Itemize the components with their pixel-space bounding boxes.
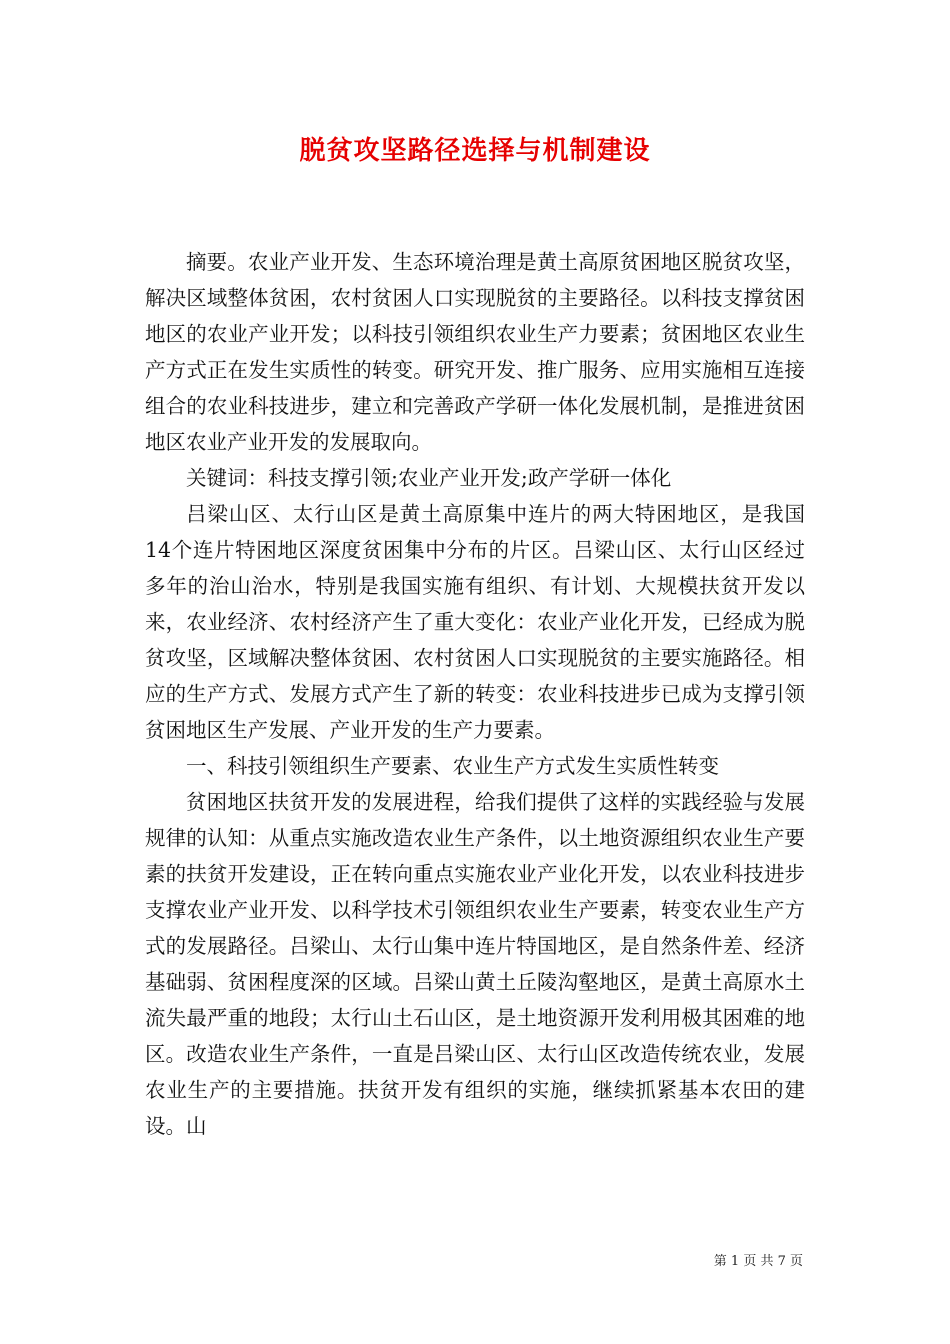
intro-paragraph: 吕梁山区、太行山区是黄土高原集中连片的两大特困地区，是我国14个连片特困地区深度贫困集中分布的片区。吕梁山区、太行山区经过多年的治山治水，特别是我国实施有组织、有计划、大规模扶贫开发以来，农业经济、农村经济产生了重大变化：农业产业化开发，已经成为脱贫攻坚，区域解决整体贫困、农村贫困人口实现脱贫的主要实施路径。相应的生产方式、发展方式产生了新的转变：农业科技进步已成为支撑引领贫困地区生产发展、产业开发的生产力要素。 xyxy=(145,502,805,742)
section-heading: 一、科技引领组织生产要素、农业生产方式发生实质性转变 xyxy=(186,754,719,778)
abstract-paragraph: 摘要。农业产业开发、生态环境治理是黄土高原贫困地区脱贫攻坚，解决区域整体贫困，农村贫困人口实现脱贫的主要路径。以科技支撑贫困地区的农业产业开发；以科技引领组织农业生产力要素；贫困地区农业生产方式正在发生实质性的转变。研究开发、推广服务、应用实施相互连接组合的农业科技进步，建立和完善政产学研一体化发展机制，是推进贫困地区农业产业开发的发展取向。 xyxy=(145,250,805,454)
document-title: 脱贫攻坚路径选择与机制建设 xyxy=(299,136,651,166)
body-paragraph: 贫困地区扶贫开发的发展进程，给我们提供了这样的实践经验与发展规律的认知：从重点实施改造农业生产条件，以土地资源组织农业生产要素的扶贫开发建设，正在转向重点实施农业产业化开发，以农业科技进步支撑农业产业开发、以科学技术引领组织农业生产要素，转变农业生产方式的发展路径。吕梁山、太行山集中连片特国地区，是自然条件差、经济基础弱、贫困程度深的区域。吕梁山黄土丘陵沟壑地区，是黄土高原水土流失最严重的地段；太行山土石山区，是土地资源开发利用极其困难的地区。改造农业生产条件，一直是吕梁山区、太行山区改造传统农业，发展农业生产的主要措施。扶贫开发有组织的实施，继续抓紧基本农田的建设。山 xyxy=(145,790,805,1138)
keywords-paragraph: 关键词：科技支撑引领;农业产业开发;政产学研一体化 xyxy=(186,466,672,490)
page-indicator: 第 1 页 共 7 页 xyxy=(713,1254,803,1269)
document-body xyxy=(145,244,805,1144)
